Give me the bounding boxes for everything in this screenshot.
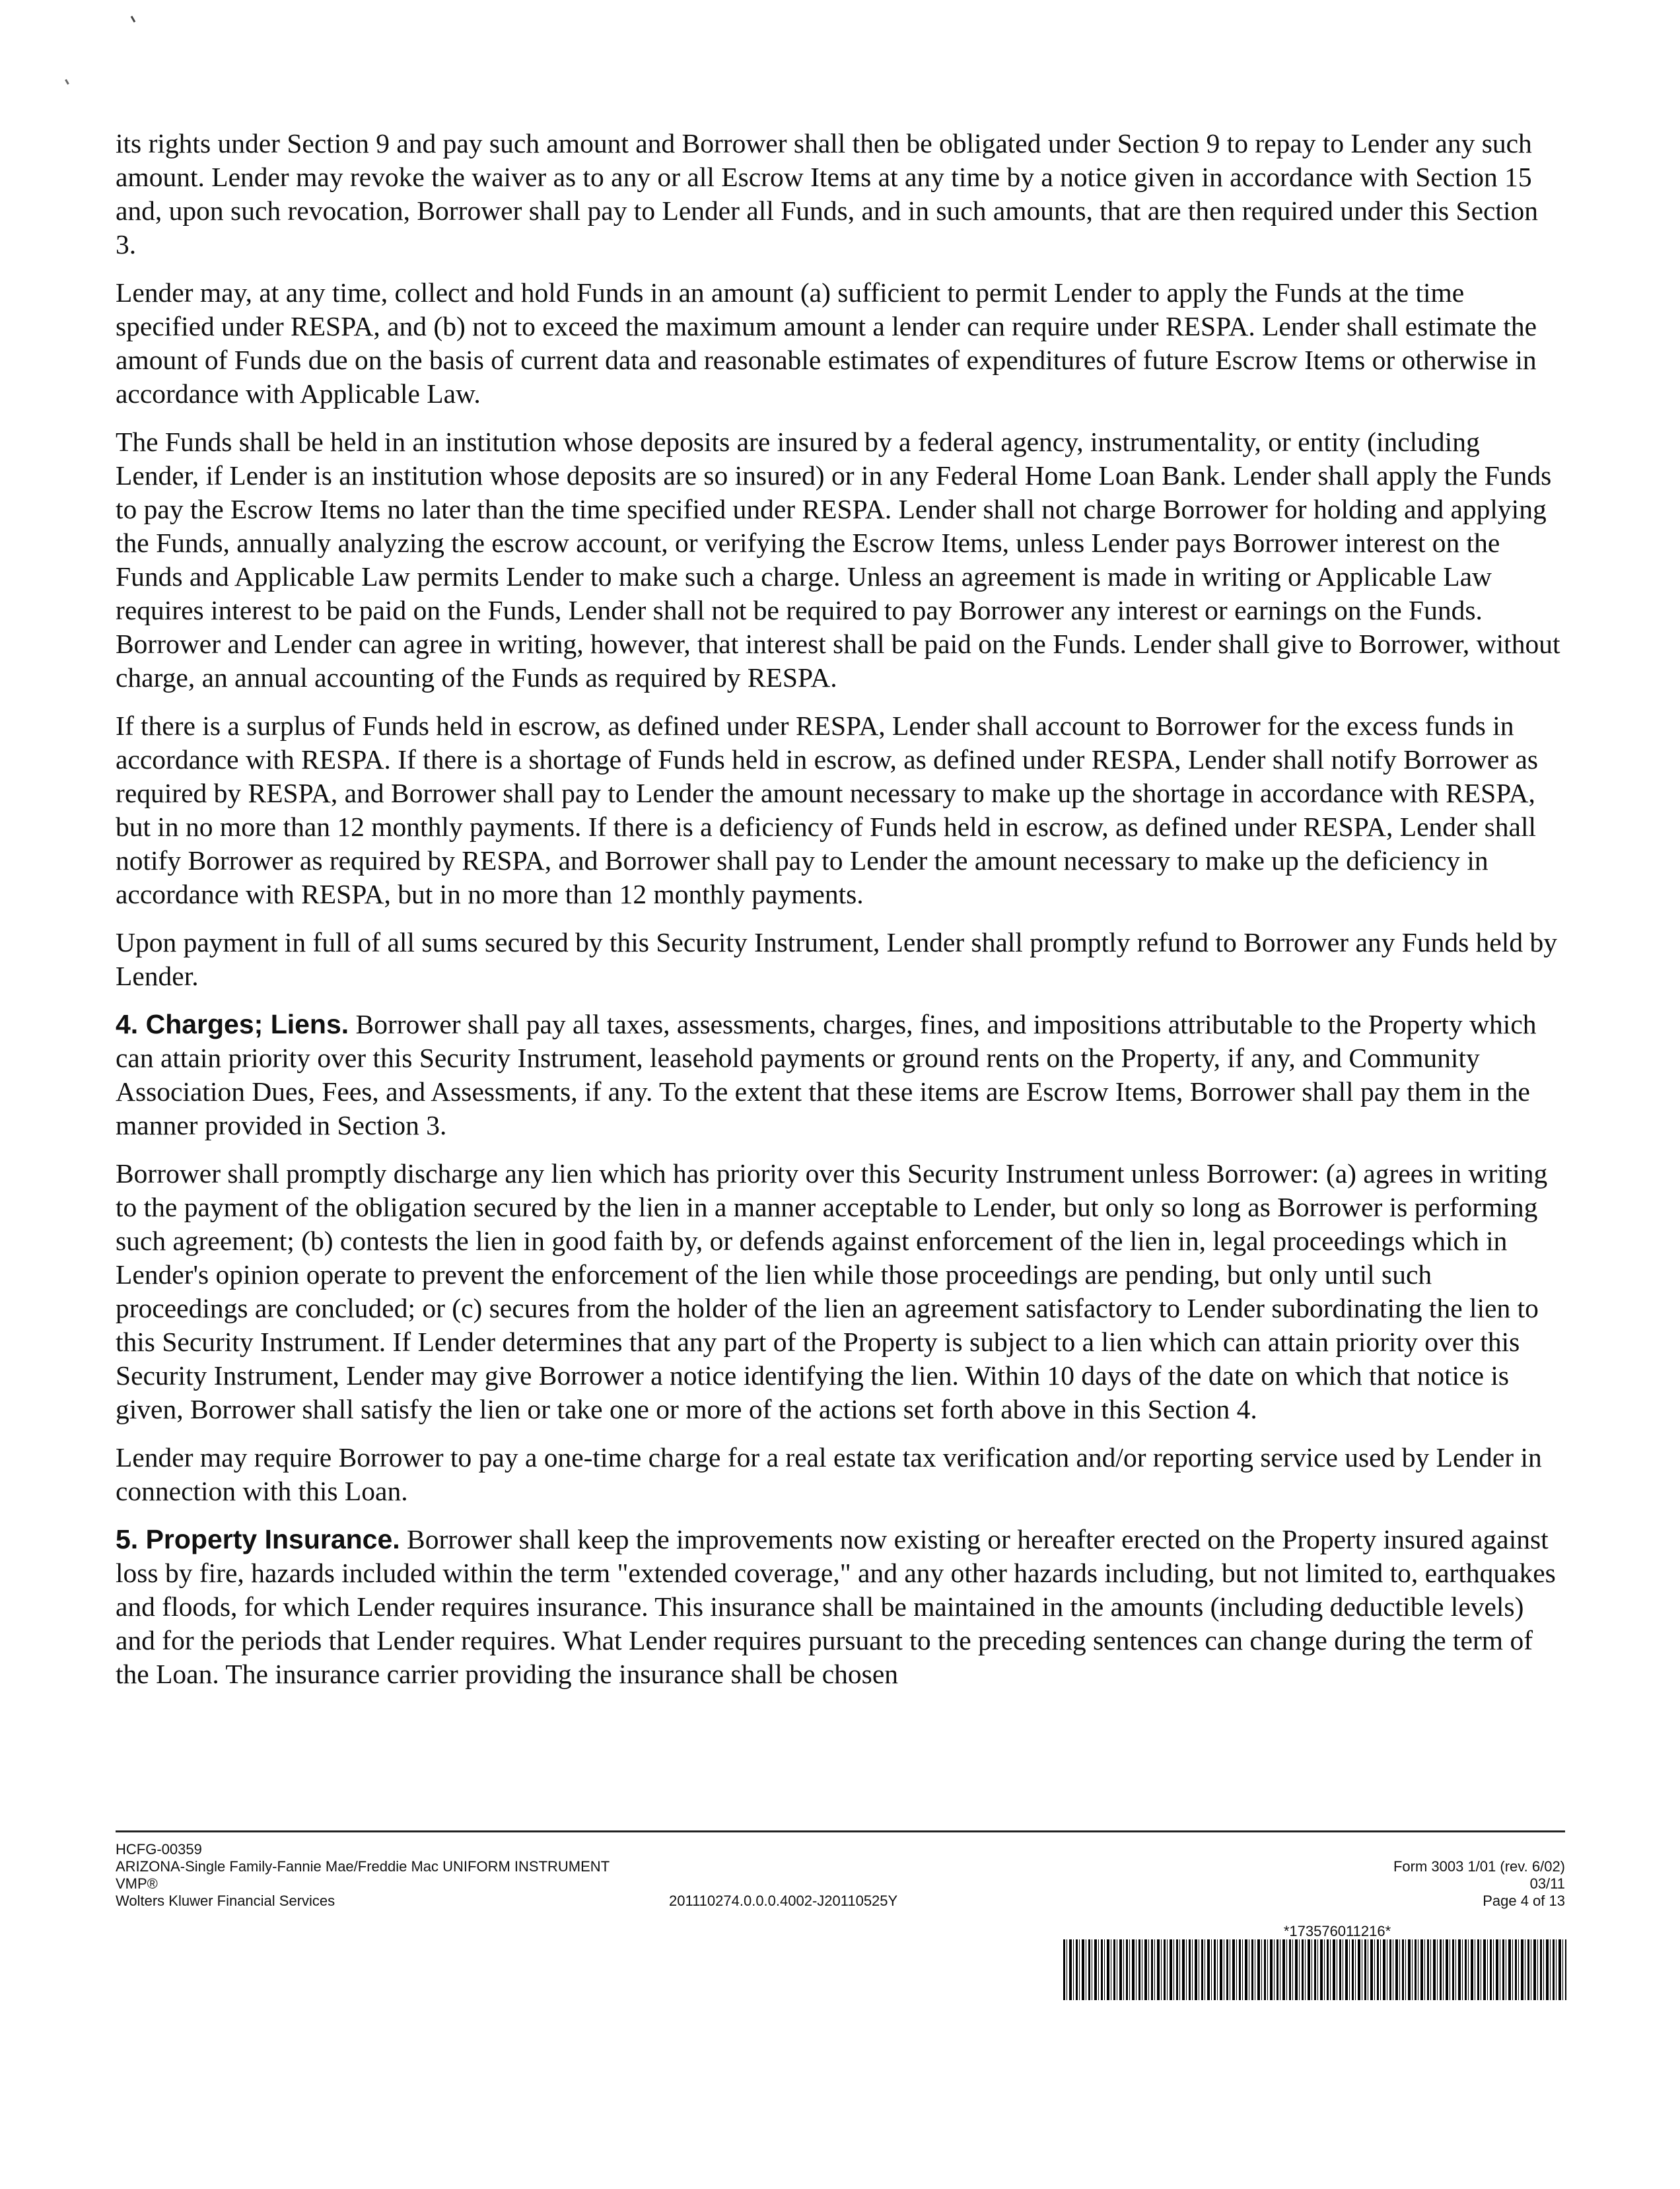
footer-instrument: ARIZONA-Single Family-Fannie Mae/Freddie Mac UNIFORM INSTRUMENT <box>116 1858 610 1875</box>
section-5-property-insurance <box>116 1523 1565 1691</box>
footer-vmp: VMP® <box>116 1875 158 1892</box>
scan-mark <box>131 16 136 22</box>
section-5-text: Borrower shall keep the improvements now existing or hereafter erected on the Property insured against loss by fire, hazards included within the term "extended coverage," and any other hazards including, but not limited to, earthquakes and floods, for which Lender requires insurance. This insurance shall be maintained in the amounts (including deductible levels) and for the periods that Lender requires. What Lender requires pursuant to the preceding sentences can change during the term of the Loan. The insurance carrier providing the insurance shall be chosen <box>116 1524 1556 1689</box>
barcode-number: *173576011216* <box>1283 1923 1391 1939</box>
footer-publisher: Wolters Kluwer Financial Services <box>116 1893 335 1909</box>
paragraph-tax-verification: Lender may require Borrower to pay a one-time charge for a real estate tax verification and/or reporting service used by Lender in connection with this Loan. <box>116 1442 1542 1506</box>
footer-doc-id: 201110274.0.0.0.4002-J20110525Y <box>669 1893 898 1909</box>
paragraph-refund: Upon payment in full of all sums secured by this Security Instrument, Lender shall promptly refund to Borrower any Funds held by Lender. <box>116 927 1557 991</box>
paragraph-escrow-waiver: its rights under Section 9 and pay such amount and Borrower shall then be obligated under Section 9 to repay to Lender any such amount. Lender may revoke the waiver as to any or all Escrow Items at any time by a notice given in accordance with Section 15 and, upon such revocation, Borrower shall pay to Lender all Funds, and in such amounts, that are then required under this Section 3. <box>116 128 1539 260</box>
section-4-charges-liens <box>116 1008 1565 1142</box>
section-4-text: Borrower shall pay all taxes, assessments, charges, fines, and impositions attributable to the Property which can attain priority over this Security Instrument, leasehold payments or ground rents on the Property, if any, and Community Association Dues, Fees, and Assessments, if any. To the extent that these items are Escrow Items, Borrower shall pay them in the manner provided in Section 3. <box>116 1009 1537 1140</box>
footer-divider <box>116 1830 1565 1832</box>
footer-code: HCFG-00359 <box>116 1841 202 1858</box>
footer-right <box>1393 1858 1565 1910</box>
footer-left <box>116 1841 610 1910</box>
footer-date: 03/11 <box>1529 1875 1565 1892</box>
paragraph-funds-held: The Funds shall be held in an institution whose deposits are insured by a federal agency, instrumentality, or entity (including Lender, if Lender is an institution whose deposits are so insured) or in any Federal Home Loan Bank. Lender shall apply the Funds to pay the Escrow Items no later than the time specified under RESPA. Lender shall not charge Borrower for holding and applying the Funds, annually analyzing the escrow account, or verifying the Escrow Items, unless Lender pays Borrower interest on the Funds and Applicable Law permits Lender to make such a charge. Unless an agreement is made in writing or Applicable Law requires interest to be paid on the Funds, Lender shall not be required to pay Borrower any interest or earnings on the Funds. Borrower and Lender can agree in writing, however, that interest shall be paid on the Funds. Lender shall give to Borrower, without charge, an annual accounting of the Funds as required by RESPA. <box>116 427 1560 693</box>
scan-mark <box>65 79 69 85</box>
section-4-heading: 4. Charges; Liens. <box>116 1009 349 1039</box>
paragraph-collect-funds: Lender may, at any time, collect and hold Funds in an amount (a) sufficient to permit Lender to apply the Funds at the time specified under RESPA, and (b) not to exceed the maximum amount a lender can require under RESPA. Lender shall estimate the amount of Funds due on the basis of current data and reasonable estimates of expenditures of future Escrow Items or otherwise in accordance with Applicable Law. <box>116 277 1537 409</box>
page-footer <box>116 1841 1565 1909</box>
paragraph-surplus-shortage: If there is a surplus of Funds held in escrow, as defined under RESPA, Lender shall account to Borrower for the excess funds in accordance with RESPA. If there is a shortage of Funds held in escrow, as defined under RESPA, Lender shall notify Borrower as required by RESPA, and Borrower shall pay to Lender the amount necessary to make up the shortage in accordance with RESPA, but in no more than 12 monthly payments. If there is a deficiency of Funds held in escrow, as defined under RESPA, Lender shall notify Borrower as required by RESPA, and Borrower shall pay to Lender the amount necessary to make up the deficiency in accordance with RESPA, but in no more than 12 monthly payments. <box>116 711 1539 909</box>
paragraph-discharge-lien: Borrower shall promptly discharge any lien which has priority over this Security Instrument unless Borrower: (a) agrees in writing to the payment of the obligation secured by the lien in a manner acceptable to Lender, but only so long as Borrower is performing such agreement; (b) contests the lien in good faith by, or defends against enforcement of the lien in, legal proceedings which in Lender's opinion operate to prevent the enforcement of the lien while those proceedings are pending, but only until such proceedings are concluded; or (c) secures from the holder of the lien an agreement satisfactory to Lender subordinating the lien to this Security Instrument. If Lender determines that any part of the Property is subject to a lien which can attain priority over this Security Instrument, Lender may give Borrower a notice identifying the lien. Within 10 days of the date on which that notice is given, Borrower shall satisfy the lien or take one or more of the actions set forth above in this Section 4. <box>116 1158 1548 1424</box>
barcode <box>1063 1939 1566 2000</box>
document-body <box>116 127 1565 1706</box>
section-5-heading: 5. Property Insurance. <box>116 1524 400 1554</box>
footer-page-number: Page 4 of 13 <box>1483 1893 1565 1909</box>
footer-form: Form 3003 1/01 (rev. 6/02) <box>1393 1858 1565 1875</box>
